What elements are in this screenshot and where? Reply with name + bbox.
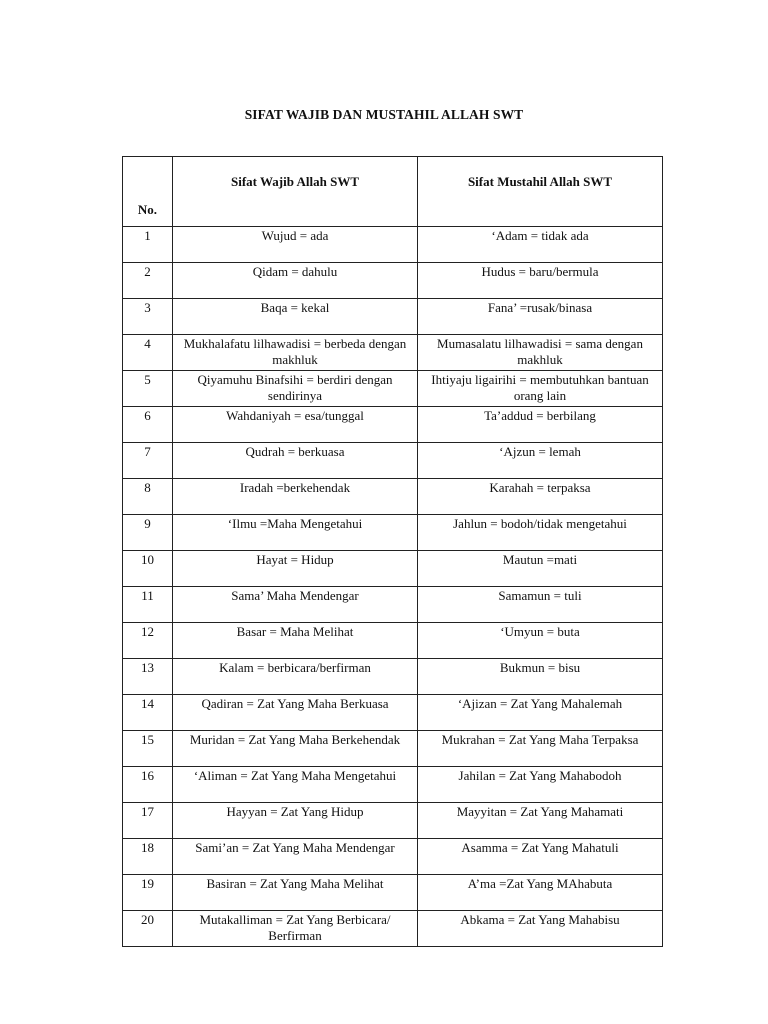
sifat-wajib-cell: Hayat = Hidup: [173, 551, 418, 587]
row-number: 13: [123, 659, 173, 695]
sifat-wajib-cell: Muridan = Zat Yang Maha Berkehendak: [173, 731, 418, 767]
sifat-wajib-cell: Basar = Maha Melihat: [173, 623, 418, 659]
table-row: [123, 587, 663, 623]
row-number: 20: [123, 911, 173, 947]
row-number: 1: [123, 227, 173, 263]
row-number: 15: [123, 731, 173, 767]
header-no: No.: [123, 157, 173, 227]
table-row: [123, 371, 663, 407]
sifat-wajib-cell: Hayyan = Zat Yang Hidup: [173, 803, 418, 839]
table-row: [123, 623, 663, 659]
header-wajib: Sifat Wajib Allah SWT: [173, 157, 418, 227]
table-row: [123, 803, 663, 839]
table-row: [123, 551, 663, 587]
sifat-wajib-cell: Qidam = dahulu: [173, 263, 418, 299]
sifat-wajib-cell: Qadiran = Zat Yang Maha Berkuasa: [173, 695, 418, 731]
sifat-mustahil-cell: Ta’addud = berbilang: [418, 407, 663, 443]
sifat-mustahil-cell: Asamma = Zat Yang Mahatuli: [418, 839, 663, 875]
table-body: [123, 227, 663, 947]
sifat-mustahil-cell: ‘Ajzun = lemah: [418, 443, 663, 479]
table-row: [123, 227, 663, 263]
row-number: 16: [123, 767, 173, 803]
table-row: [123, 875, 663, 911]
sifat-mustahil-cell: Fana’ =rusak/binasa: [418, 299, 663, 335]
header-row: [123, 157, 663, 227]
sifat-wajib-cell: Wahdaniyah = esa/tunggal: [173, 407, 418, 443]
sifat-mustahil-cell: Jahlun = bodoh/tidak mengetahui: [418, 515, 663, 551]
sifat-mustahil-cell: Mautun =mati: [418, 551, 663, 587]
table-row: [123, 695, 663, 731]
table-row: [123, 299, 663, 335]
sifat-mustahil-cell: Abkama = Zat Yang Mahabisu: [418, 911, 663, 947]
table-row: [123, 335, 663, 371]
sifat-wajib-cell: ‘Aliman = Zat Yang Maha Mengetahui: [173, 767, 418, 803]
row-number: 9: [123, 515, 173, 551]
table-row: [123, 911, 663, 947]
row-number: 17: [123, 803, 173, 839]
document-title: SIFAT WAJIB DAN MUSTAHIL ALLAH SWT: [244, 107, 524, 122]
sifat-mustahil-cell: Mumasalatu lilhawadisi = sama dengan makhluk: [418, 335, 663, 371]
table-row: [123, 479, 663, 515]
row-number: 11: [123, 587, 173, 623]
row-number: 6: [123, 407, 173, 443]
sifat-wajib-cell: Sami’an = Zat Yang Maha Mendengar: [173, 839, 418, 875]
sifat-mustahil-cell: Karahah = terpaksa: [418, 479, 663, 515]
sifat-mustahil-cell: Mayyitan = Zat Yang Mahamati: [418, 803, 663, 839]
table-row: [123, 659, 663, 695]
sifat-wajib-cell: ‘Ilmu =Maha Mengetahui: [173, 515, 418, 551]
sifat-mustahil-cell: Bukmun = bisu: [418, 659, 663, 695]
row-number: 7: [123, 443, 173, 479]
sifat-mustahil-cell: Samamun = tuli: [418, 587, 663, 623]
row-number: 10: [123, 551, 173, 587]
table-row: [123, 443, 663, 479]
sifat-mustahil-cell: ‘Ajizan = Zat Yang Mahalemah: [418, 695, 663, 731]
sifat-mustahil-cell: Hudus = baru/bermula: [418, 263, 663, 299]
sifat-table: [122, 156, 663, 947]
sifat-wajib-cell: Mukhalafatu lilhawadisi = berbeda dengan makhluk: [173, 335, 418, 371]
sifat-mustahil-cell: Ihtiyaju ligairihi = membutuhkan bantuan orang lain: [418, 371, 663, 407]
sifat-wajib-cell: Baqa = kekal: [173, 299, 418, 335]
table-row: [123, 839, 663, 875]
row-number: 8: [123, 479, 173, 515]
row-number: 19: [123, 875, 173, 911]
sifat-mustahil-cell: Jahilan = Zat Yang Mahabodoh: [418, 767, 663, 803]
row-number: 3: [123, 299, 173, 335]
table-row: [123, 263, 663, 299]
sifat-wajib-cell: Kalam = berbicara/berfirman: [173, 659, 418, 695]
table-row: [123, 407, 663, 443]
sifat-wajib-cell: Qiyamuhu Binafsihi = berdiri dengan sendirinya: [173, 371, 418, 407]
row-number: 12: [123, 623, 173, 659]
sifat-wajib-cell: Basiran = Zat Yang Maha Melihat: [173, 875, 418, 911]
table-row: [123, 731, 663, 767]
table-row: [123, 767, 663, 803]
table-row: [123, 515, 663, 551]
header-mustahil: Sifat Mustahil Allah SWT: [418, 157, 663, 227]
sifat-mustahil-cell: Mukrahan = Zat Yang Maha Terpaksa: [418, 731, 663, 767]
row-number: 14: [123, 695, 173, 731]
sifat-wajib-cell: Wujud = ada: [173, 227, 418, 263]
table-header: [123, 157, 663, 227]
row-number: 18: [123, 839, 173, 875]
sifat-wajib-cell: Mutakalliman = Zat Yang Berbicara/ Berfirman: [173, 911, 418, 947]
sifat-wajib-cell: Sama’ Maha Mendengar: [173, 587, 418, 623]
row-number: 2: [123, 263, 173, 299]
sifat-wajib-cell: Iradah =berkehendak: [173, 479, 418, 515]
sifat-mustahil-cell: ‘Adam = tidak ada: [418, 227, 663, 263]
sifat-wajib-cell: Qudrah = berkuasa: [173, 443, 418, 479]
sifat-mustahil-cell: A’ma =Zat Yang MAhabuta: [418, 875, 663, 911]
row-number: 5: [123, 371, 173, 407]
row-number: 4: [123, 335, 173, 371]
sifat-mustahil-cell: ‘Umyun = buta: [418, 623, 663, 659]
